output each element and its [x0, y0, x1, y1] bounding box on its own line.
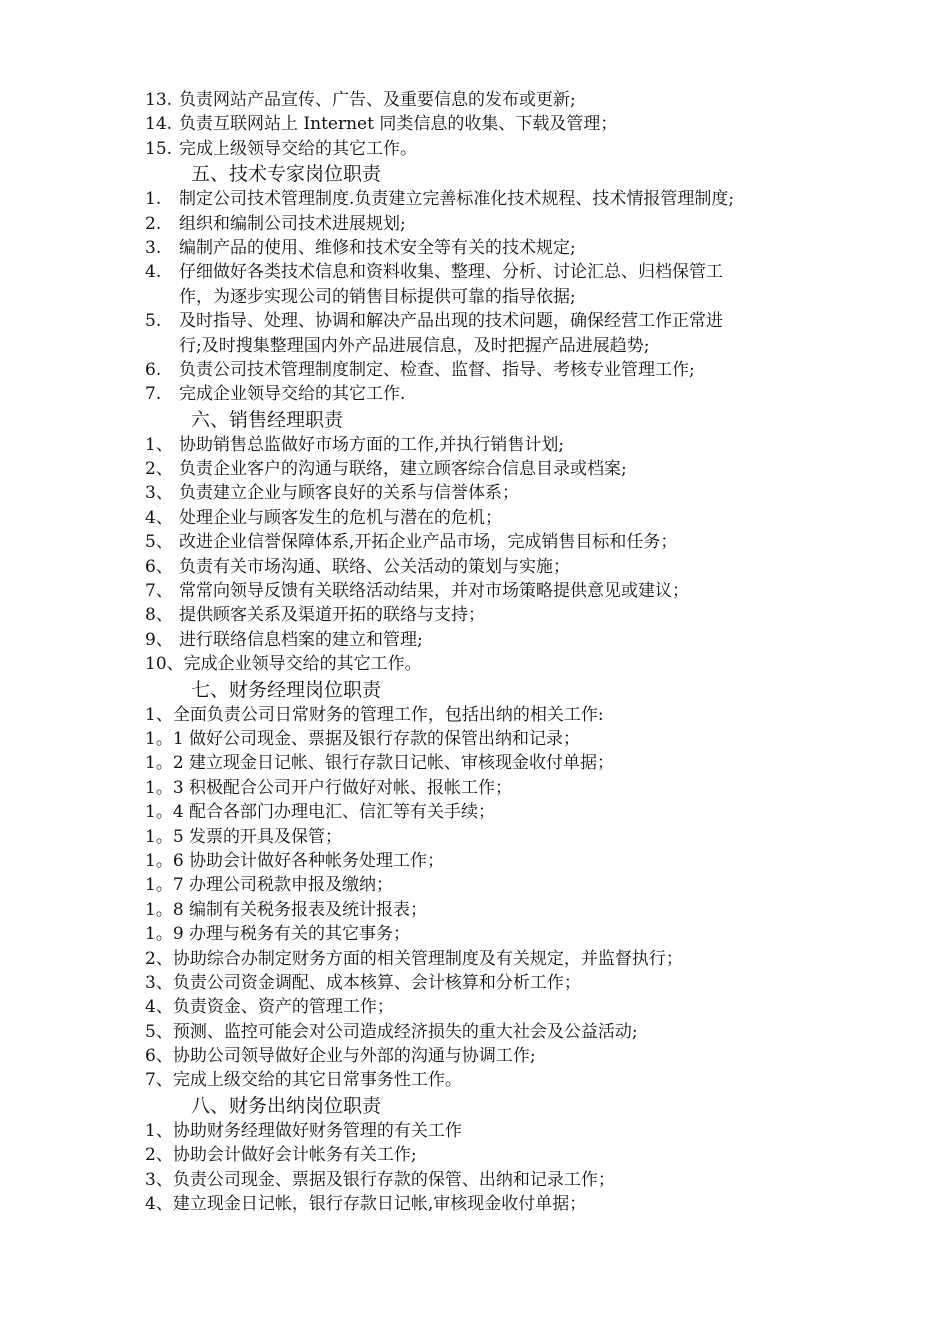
item-text-continuation: 作，为逐步实现公司的销售目标提供可靠的指导依据; [179, 286, 576, 307]
item-text: 3、负责公司现金、票据及银行存款的保管、出纳和记录工作； [145, 1169, 615, 1190]
item-number: 3. [145, 237, 162, 258]
item-text: 进行联络信息档案的建立和管理; [179, 629, 423, 650]
item-text: 负责公司技术管理制度制定、检查、监督、指导、考核专业管理工作; [179, 359, 695, 380]
list-item [145, 137, 815, 161]
list-item [145, 309, 815, 333]
item-text: 5、预测、监控可能会对公司造成经济损失的重大社会及公益活动; [145, 1021, 638, 1042]
item-text: 1。5 发票的开具及保管； [145, 826, 343, 847]
list-item [145, 995, 815, 1019]
item-text-continuation: 行;及时搜集整理国内外产品进展信息，及时把握产品进展趋势; [179, 335, 650, 356]
list-item [145, 603, 815, 627]
item-number: 4、 [145, 507, 173, 528]
item-number: 5、 [145, 532, 173, 553]
list-item [145, 652, 815, 676]
item-text: 4、建立现金日记帐，银行存款日记帐,审核现金收付单据； [145, 1194, 587, 1215]
list-item [145, 873, 815, 897]
item-text: 2、协助综合办制定财务方面的相关管理制度及有关规定，并监督执行； [145, 948, 683, 969]
item-text: 处理企业与顾客发生的危机与潜在的危机； [179, 507, 502, 528]
item-number: 8、 [145, 605, 173, 626]
list-item [145, 187, 815, 211]
item-text: 完成企业领导交给的其它工作. [179, 384, 406, 405]
list-item [145, 1119, 815, 1143]
item-text: 协助销售总监做好市场方面的工作,并执行销售计划; [179, 434, 565, 455]
item-text: 1、全面负责公司日常财务的管理工作，包括出纳的相关工作: [145, 704, 604, 725]
list-item [145, 971, 815, 995]
item-text: 4、负责资金、资产的管理工作； [145, 997, 394, 1018]
item-text: 组织和编制公司技术进展规划; [179, 213, 406, 234]
item-number: 7. [145, 384, 162, 405]
section-heading: 七、财务经理岗位职责 [191, 678, 382, 701]
item-number: 10、 [145, 654, 184, 675]
item-number: 15. [145, 138, 173, 159]
document-body [145, 88, 815, 1216]
item-number: 2. [145, 213, 162, 234]
item-number: 6. [145, 359, 162, 380]
item-text: 提供顾客关系及渠道开拓的联络与支持； [179, 605, 485, 626]
item-number: 3、 [145, 483, 173, 504]
item-text: 1。8 编制有关税务报表及统计报表； [145, 899, 428, 920]
list-item [145, 530, 815, 554]
list-item [145, 1068, 815, 1092]
item-text: 1。3 积极配合公司开户行做好对帐、报帐工作； [145, 777, 513, 798]
list-item [145, 260, 815, 284]
list-item [145, 433, 815, 457]
item-number: 9、 [145, 629, 173, 650]
item-text: 3、负责公司资金调配、成本核算、会计核算和分析工作； [145, 972, 581, 993]
section-heading: 六、销售经理职责 [191, 408, 344, 431]
list-item [145, 555, 815, 579]
list-item [145, 358, 815, 382]
item-text: 常常向领导反馈有关联络活动结果，并对市场策略提供意见或建议； [179, 581, 689, 602]
list-item [145, 849, 815, 873]
list-item [145, 1168, 815, 1192]
item-number: 5. [145, 311, 162, 332]
list-item [145, 88, 815, 112]
item-number: 13. [145, 90, 173, 110]
item-text: 负责企业客户的沟通与联络，建立顾客综合信息目录或档案; [179, 459, 627, 480]
item-number: 6、 [145, 556, 173, 577]
item-text: 改进企业信誉保障体系,开拓企业产品市场，完成销售目标和任务； [179, 532, 678, 553]
list-item [145, 382, 815, 406]
section-heading: 八、财务出纳岗位职责 [191, 1094, 382, 1117]
item-text: 负责建立企业与顾客良好的关系与信誉体系； [179, 483, 519, 504]
item-text: 制定公司技术管理制度.负责建立完善标准化技术规程、技术情报管理制度; [179, 189, 735, 210]
item-text: 1。9 办理与税务有关的其它事务； [145, 924, 411, 945]
item-text: 1。2 建立现金日记帐、银行存款日记帐、审核现金收付单据； [145, 753, 615, 774]
list-item [145, 947, 815, 971]
item-number: 7、 [145, 581, 173, 602]
item-text: 7、完成上级交给的其它日常事务性工作。 [145, 1070, 462, 1091]
list-item [145, 922, 815, 946]
list-item [145, 776, 815, 800]
item-number: 1. [145, 189, 162, 210]
list-item [145, 212, 815, 236]
list-item [145, 800, 815, 824]
item-text: 1。6 协助会计做好各种帐务处理工作； [145, 850, 445, 871]
item-text: 2、协助会计做好会计帐务有关工作; [145, 1145, 417, 1166]
item-text: 负责有关市场沟通、联络、公关活动的策划与实施； [179, 556, 570, 577]
item-text: 1、协助财务经理做好财务管理的有关工作 [145, 1120, 462, 1141]
item-text: 完成上级领导交给的其它工作。 [179, 138, 417, 159]
list-item [145, 1020, 815, 1044]
item-text: 6、协助公司领导做好企业与外部的沟通与协调工作; [145, 1046, 536, 1067]
list-item [145, 898, 815, 922]
item-number: 4. [145, 262, 162, 283]
list-item [145, 1044, 815, 1068]
item-text: 1。4 配合各部门办理电汇、信汇等有关手续； [145, 802, 496, 823]
list-item [145, 1143, 815, 1167]
item-text: 负责互联网站上 Internet 同类信息的收集、下载及管理； [179, 114, 618, 135]
list-item [145, 751, 815, 775]
list-item [145, 481, 815, 505]
list-item [145, 579, 815, 603]
list-item [145, 1192, 815, 1216]
item-text: 1。1 做好公司现金、票据及银行存款的保管出纳和记录； [145, 728, 581, 749]
list-item [145, 506, 815, 530]
list-item [145, 236, 815, 260]
list-item [145, 457, 815, 481]
list-item [145, 112, 815, 136]
item-text: 负责网站产品宣传、广告、及重要信息的发布或更新; [179, 90, 576, 110]
item-text: 及时指导、处理、协调和解决产品出现的技术问题，确保经营工作正常进 [179, 311, 723, 332]
list-item [145, 825, 815, 849]
list-item [145, 703, 815, 727]
item-text: 仔细做好各类技术信息和资料收集、整理、分析、讨论汇总、归档保管工 [179, 262, 723, 283]
item-text: 编制产品的使用、维修和技术安全等有关的技术规定; [179, 237, 576, 258]
item-number: 2、 [145, 459, 173, 480]
item-number: 14. [145, 114, 173, 135]
item-number: 1、 [145, 434, 173, 455]
list-item [145, 727, 815, 751]
section-heading: 五、技术专家岗位职责 [191, 163, 382, 186]
item-text: 1。7 办理公司税款申报及缴纳； [145, 875, 394, 896]
list-item [145, 628, 815, 652]
item-text: 完成企业领导交给的其它工作。 [183, 654, 422, 675]
